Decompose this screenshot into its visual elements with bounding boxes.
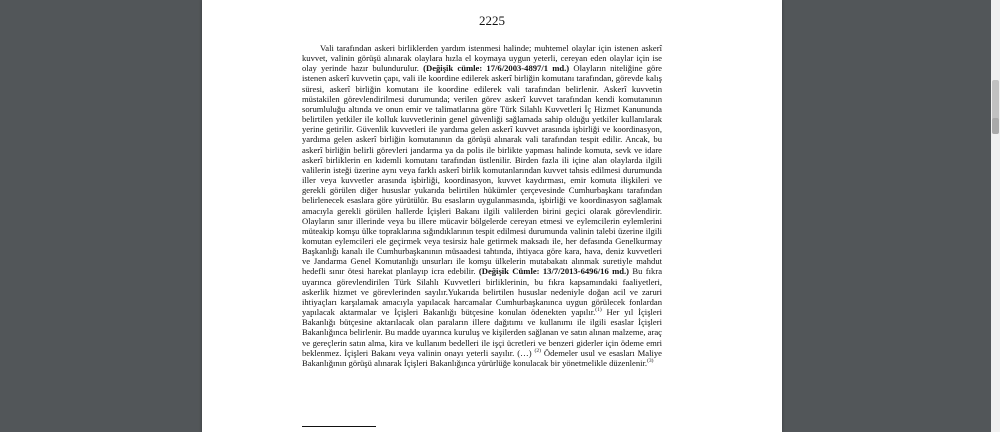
page-number: 2225 (479, 13, 505, 28)
footnote-ref[interactable]: (3) (647, 357, 654, 364)
text-run: Ödemeler usul ve esasları Maliye Bakanlığının görüşü alınarak İçişleri Bakanlığınca yürürlüğe konulacak bir yönetmelikle düzenlenir. (302, 347, 662, 368)
text-run: Vali tarafından askeri birliklerden yardım istenmesi halinde; muhtemel olaylar için istenen askerî kuvvet, valinin görüşü alınarak olaylara hızla el koymaya uygun yeterli, cereyan eden olaylar için ise olay yerinde hazır bulundurulur. (302, 43, 662, 74)
footnote-ref[interactable]: (1) (595, 307, 602, 314)
law-paragraph (302, 43, 662, 368)
footnote-ref[interactable]: (2) (534, 347, 541, 354)
scrollbar-thumb[interactable] (992, 80, 999, 120)
document-page (202, 0, 782, 432)
scrollbar[interactable] (991, 0, 1000, 432)
text-run: Bu fıkra uyarınca görevlendirilen Türk Silahlı Kuvvetleri birliklerinin, bu fıkra kapsamındaki faaliyetleri, askerlik hizmet ve görevlerinden sayılır.Yukarıda belirtilen hususlar nedeniyle doğan acil ve zaruri ihtiyaçları karşılamak amacıyla yapılacak harcamalar Cumhurbaşkanınca uygun görülecek fonlardan yapılacak aktarmalar ve İçişleri Bakanlığı bütçesine konulan ödenekten yapılır. (302, 266, 663, 318)
text-run: Olayların niteliğine göre istenen askerî kuvvetin çapı, vali ile koordine edilerek askerî birliğin komutanı tarafından, görevde kalış süresi, askerî birliğin komutanı ile koordine edilerek vali tarafından belirlenir. Askerî kuvvetin müstakilen görevlendirilmesi durumunda; verilen görev askerî kuvvet tarafından kendi komutanının sorumluluğu altında ve onun emir ve talimatlarına göre Türk Silahlı Kuvvetleri İç Hizmet Kanununda belirtilen yetkiler ile kolluk kuvvetlerinin genel güvenliği sağlamada sahip olduğu yetkiler kullanılarak yerine getirilir. Güvenlik kuvvetleri ile yardıma gelen askerî kuvvet arasında işbirliği ve koordinasyon, yardıma gelen askerî birliğin komutanının da görüşü alınarak vali tarafından tespit edilir. Ancak, bu askerî birliğin belirli görevleri jandarma ya da polis ile birlikte yapması halinde komuta, sevk ve idare askerî birliklerin en kıdemli komutanı tarafından üstlenilir. Birden fazla ili içine alan olaylarda ilgili valilerin isteği üzerine aynı veya farklı askerî birlik komutanlarından kuvvet tahsis edilmesi durumunda iller veya kuvvetler arasında işbirliği, koordinasyon, kuvvet kaydırması, emir komuta ilişkileri ve gerekli görülen diğer hususlar yukarıda belirtilen hükümler çerçevesinde Cumhurbaşkanı tarafından belirlenecek esaslara göre yürütülür. Bu esasların uygulanmasında, işbirliği ve koordinasyon sağlamak amacıyla gerekli görülen hallerde İçişleri Bakanı ilgili valilerden birini geçici olarak görevlendirir. Olayların sınır illerinde veya bu illere mücavir bölgelerde cereyan etmesi ve eylemcilerin eylemlerini müteakip komşu ülke topraklarına sığındıklarının tespit edilmesi durumunda valinin talebi üzerine ilgili komutan eylemcileri ele geçirmek veya tesirsiz hale getirmek maksadı ile, her defasında Genelkurmay Başkanlığı kanalı ile Cumhurbaşkanının müsaadesi tahtında, ihtiyaca göre kara, hava, deniz kuvvetleri ve Jandarma Genel Komutanlığı unsurları ile komşu ülkelerin mutabakatı alınmak suretiyle mahdut hedefli sınır ötesi harekat planlayıp icra edebilir. (302, 63, 662, 277)
text-run: Her yıl İçişleri Bakanlığı bütçesine aktarılacak olan paraların illere dağıtımı ve kullanımı ile ilgili esaslar İçişleri Bakanlığınca belirlenir. Bu madde uyarınca kuruluş ve kişilerden sağlanan ve satın alınan malzeme, araç ve gereçlerin satın alma, kira ve kullanım bedelleri ile işçi ücretleri ve benzeri giderler için ödeme emri beklenmez. İçişleri Bakanı veya valinin onayı yeterli sayılır. (…) (302, 307, 662, 358)
amendment-note: (Değişik Cümle: 13/7/2013-6496/16 md.) (478, 266, 630, 277)
scrollbar-marker (992, 118, 999, 134)
footnote-divider (302, 426, 376, 427)
amendment-note: (Değişik cümle: 17/6/2003-4897/1 md.) (423, 63, 570, 74)
law-text (302, 43, 662, 368)
